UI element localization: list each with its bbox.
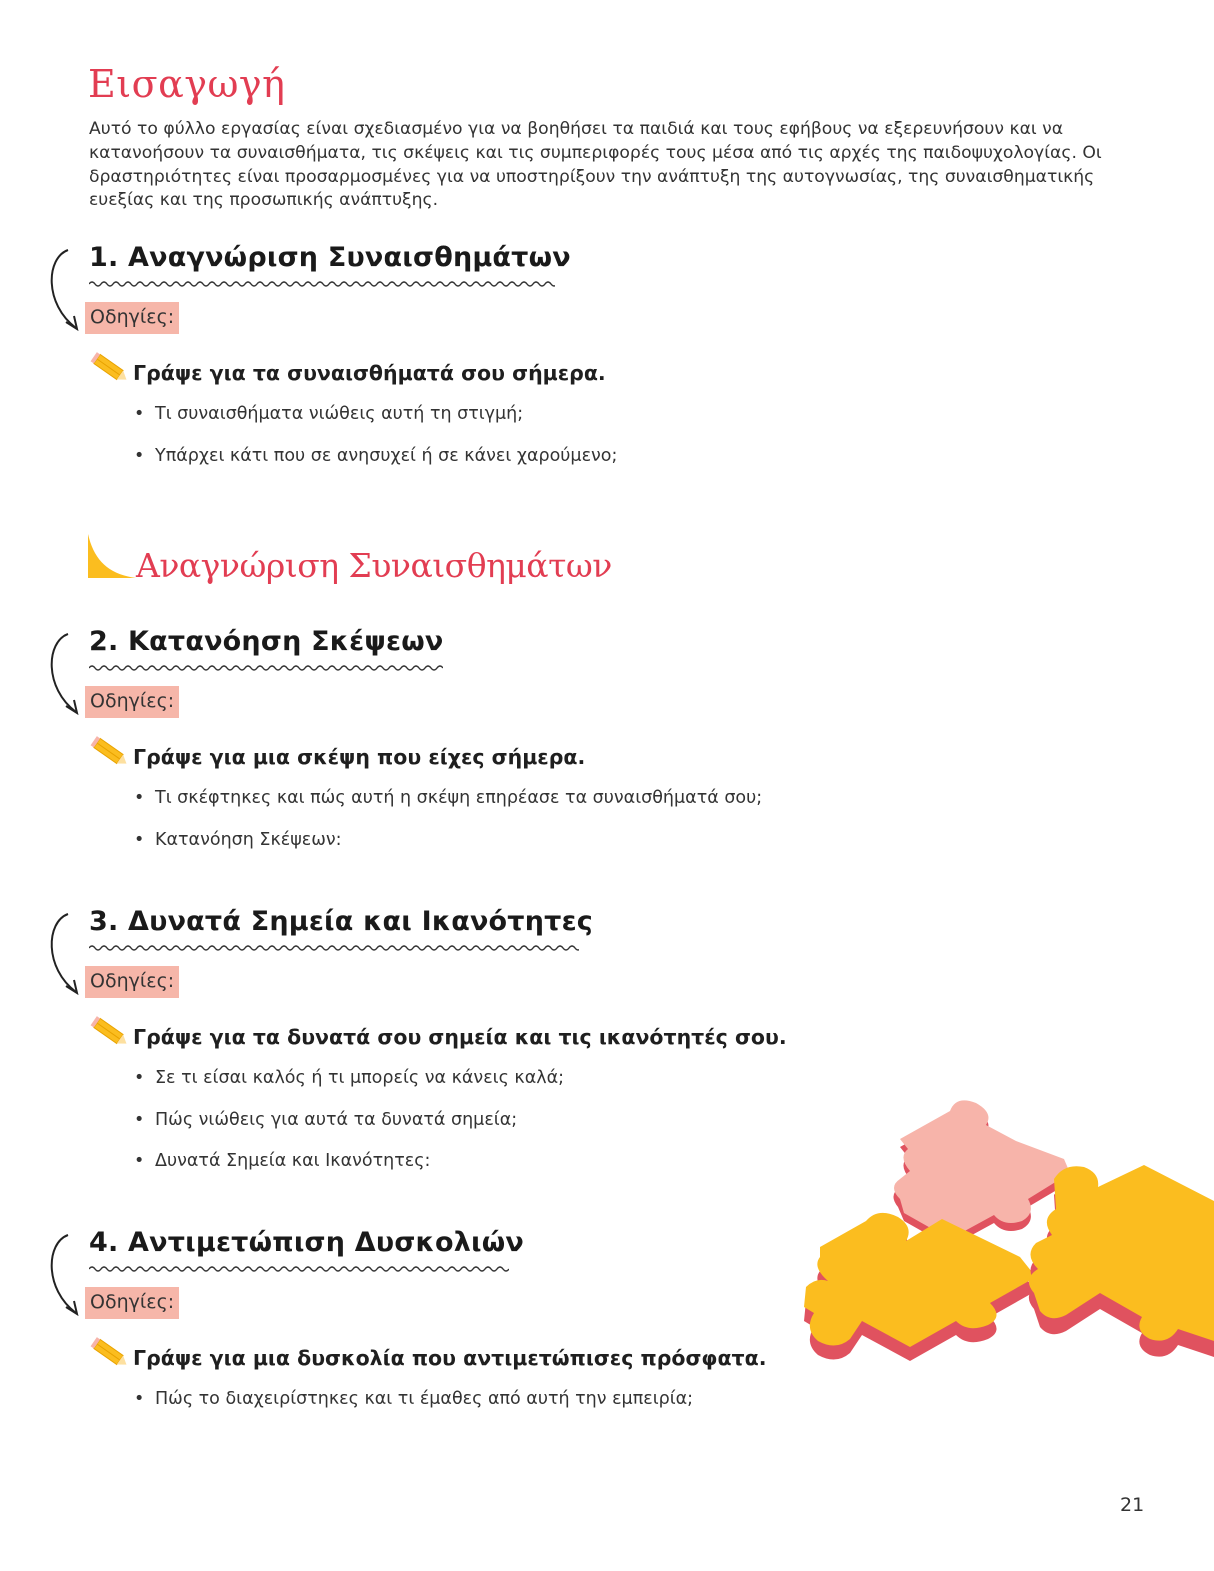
wavy-underline	[89, 1265, 509, 1273]
task-prompt: Γράψε για μια σκέψη που είχες σήμερα.	[133, 745, 586, 769]
curved-arrow-icon	[44, 628, 88, 720]
pencil-icon	[88, 1014, 130, 1050]
list-item: • Κατανόηση Σκέψεων:	[134, 829, 342, 850]
wavy-underline	[89, 280, 555, 288]
list-item: • Δυνατά Σημεία και Ικανότητες:	[134, 1151, 431, 1171]
page-number: 21	[1120, 1494, 1145, 1516]
wavy-underline	[89, 944, 579, 952]
pencil-icon	[88, 1335, 130, 1371]
question-list	[134, 1068, 564, 1193]
corner-triangle-icon	[88, 534, 138, 578]
list-item: • Πώς το διαχειρίστηκες και τι έμαθες από αυτή την εμπειρία;	[134, 1389, 694, 1409]
list-item: • Τι σκέφτηκες και πώς αυτή η σκέψη επηρέασε τα συναισθήματά σου;	[134, 788, 763, 808]
instructions-label: Οδηγίες:	[85, 966, 179, 998]
section-2	[0, 626, 800, 850]
intro-title: Εισαγωγή	[88, 62, 286, 106]
curved-arrow-icon	[44, 244, 88, 336]
pencil-icon	[88, 734, 130, 770]
section-title: 4. Αντιμετώπιση Δυσκολιών	[89, 1227, 524, 1258]
banner-title: Αναγνώριση Συναισθημάτων	[136, 546, 612, 585]
list-item: • Σε τι είσαι καλός ή τι μπορείς να κάνεις καλά;	[134, 1068, 565, 1088]
section-3	[0, 906, 800, 1171]
question-list	[134, 404, 617, 487]
pencil-icon	[88, 350, 130, 386]
curved-arrow-icon	[44, 908, 88, 1000]
section-title: 2. Κατανόηση Σκέψεων	[89, 626, 444, 657]
section-banner	[88, 534, 612, 594]
task-prompt: Γράψε για τα δυνατά σου σημεία και τις ικανότητές σου.	[133, 1025, 787, 1049]
list-item: • Τι συναισθήματα νιώθεις αυτή τη στιγμή;	[134, 404, 524, 424]
question-list	[134, 788, 762, 871]
instructions-label: Οδηγίες:	[85, 302, 179, 334]
wavy-underline	[89, 664, 443, 672]
section-title: 3. Δυνατά Σημεία και Ικανότητες	[89, 906, 594, 937]
task-prompt: Γράψε για τα συναισθήματά σου σήμερα.	[133, 361, 606, 385]
curved-arrow-icon	[44, 1229, 88, 1321]
instructions-label: Οδηγίες:	[85, 1287, 179, 1319]
section-1	[0, 242, 800, 466]
instructions-label: Οδηγίες:	[85, 686, 179, 718]
list-item: • Πώς νιώθεις για αυτά τα δυνατά σημεία;	[134, 1109, 518, 1130]
list-item: • Υπάρχει κάτι που σε ανησυχεί ή σε κάνει χαρούμενο;	[134, 445, 618, 466]
yellow-puzzle-piece	[804, 1213, 1036, 1361]
section-4	[0, 1227, 800, 1427]
question-list	[134, 1389, 693, 1431]
yellow-puzzle-piece	[1029, 1165, 1214, 1357]
intro-paragraph: Αυτό το φύλλο εργασίας είναι σχεδιασμένο για να βοηθήσει τα παιδιά και τους εφήβους να εξερευνήσουν και να κατανοήσουν τα συναισθήματα, τις σκέψεις και τις συμπεριφορές τους μέσα από τις αρχές της παιδοψυχολογίας. Οι δραστηριότητες είναι προσαρμοσμένες για να υποστηρίξουν την ανάπτυξη της αυτογνωσίας, της συναισθηματικής ευεξίας και της προσωπικής ανάπτυξης.	[89, 119, 1102, 211]
puzzle-pieces-illustration	[800, 1095, 1214, 1385]
task-prompt: Γράψε για μια δυσκολία που αντιμετώπισες πρόσφατα.	[133, 1346, 767, 1370]
section-title: 1. Αναγνώριση Συναισθημάτων	[89, 242, 571, 273]
pink-puzzle-piece	[893, 1100, 1072, 1247]
